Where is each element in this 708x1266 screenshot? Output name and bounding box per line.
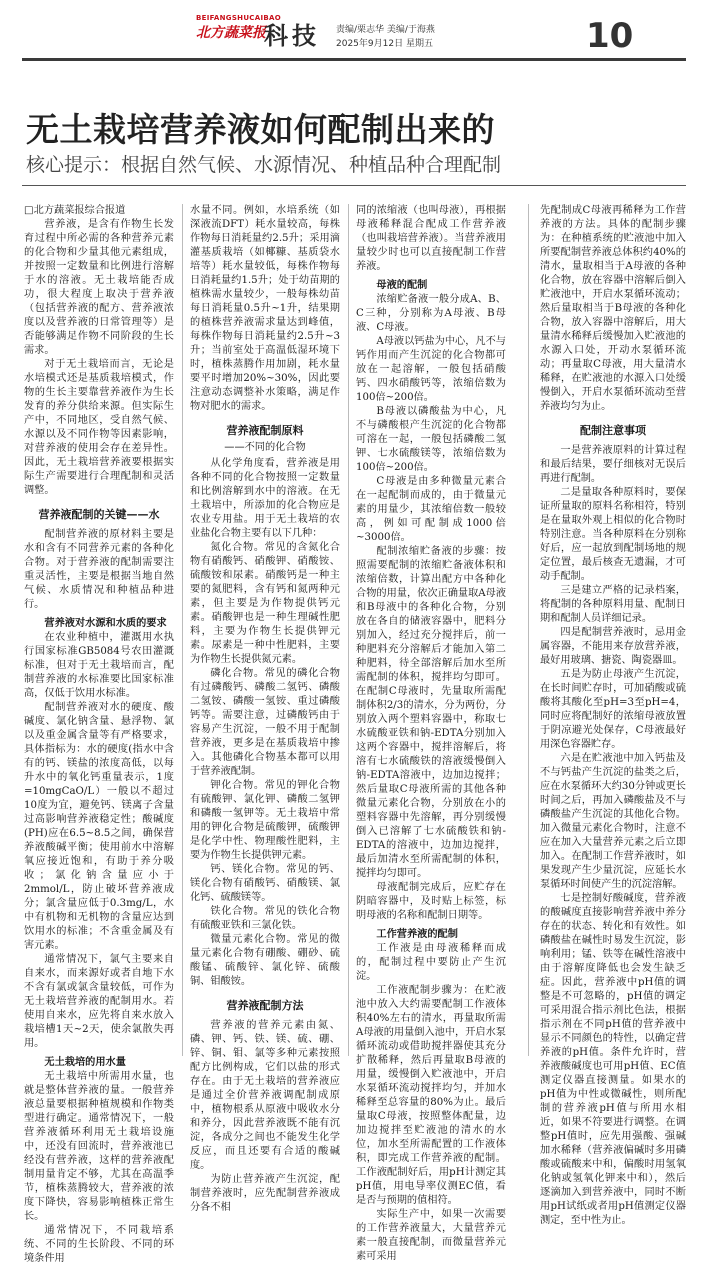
section-heading: 配制注意事项 bbox=[580, 424, 646, 437]
article-column-3 bbox=[356, 204, 506, 1262]
paragraph: 母液配制完成后，应贮存在阴暗容器中，及时贴上标签，标明母液的名称和配制日期等。 bbox=[356, 882, 506, 921]
column-divider bbox=[348, 204, 349, 1056]
byline: □北方蔬菜报综合报道 bbox=[24, 205, 126, 216]
paragraph: A母液以钙盐为中心，凡不与钙作用而产生沉淀的化合物都可放在一起溶解，一般包括硝酸钙、四水硝酸钙等，浓缩倍数为100倍~200倍。 bbox=[356, 336, 506, 403]
paragraph: 一是营养液原料的计算过程和最后结果，要仔细核对无误后再进行配制。 bbox=[540, 445, 686, 484]
paragraph: 通常情况下，氯气主要来自自来水，而来源好或者自地下水不含有氯或氯含量较低，可作为无土栽培营养液的配制用水。若使用自来水，应先将自来水放入栽培槽1天~2天，使余氯散失再用。 bbox=[24, 954, 174, 1049]
paragraph: 浓缩贮备液一般分成A、B、C三种，分别称为A母液、B母液、C母液。 bbox=[356, 294, 506, 333]
article-column-2 bbox=[190, 204, 340, 1213]
paragraph: 为防止营养液产生沉淀，配制营养液时，应先配制营养液成分各不相 bbox=[190, 1174, 340, 1213]
paragraph: 六是在贮液池中加入钙盐及不与钙盐产生沉淀的盐类之后，应在水泵循环大约30分钟或更长时间之后，再加入磷酸盐及不与磷酸盐产生沉淀的其他化合物。加入微量元素化合物时，注意不应在加入大量营养元素之后立即加入。在配制工作营养液时，如果发现产生少量沉淀，应延长水泵循环时间使产生的沉淀溶解。 bbox=[540, 753, 686, 890]
editors-credit: 责编/栗志华 美编/于海燕 bbox=[336, 25, 435, 35]
subsection-heading: 母液的配制 bbox=[376, 280, 428, 291]
section-subheading: ——不同的化合物 bbox=[224, 442, 306, 453]
subsection-heading: 无土栽培的用水量 bbox=[44, 1057, 126, 1068]
paragraph: 对于无土栽培而言，无论是水培模式还是基质栽培模式，作物的生长主要靠营养液作为生长发育的养分供给来源。但实际生产中，不同地区，受自然气候、水源以及不同作物等因素影响，对营养液的使用会存在差异性。因此，无土栽培营养液要根据实际生产需要进行合理配制和灵活调整。 bbox=[24, 359, 174, 496]
issue-date: 2025年9月12日 星期五 bbox=[336, 39, 433, 49]
article-headline: 无土栽培营养液如何配制出来的 bbox=[26, 110, 495, 149]
masthead-rule bbox=[22, 58, 686, 61]
headline-rule bbox=[22, 185, 686, 186]
paragraph: 七是控制好酸碱度，营养液的酸碱度直接影响营养液中养分存在的状态、转化和有效性。如磷酸盐在碱性时易发生沉淀，影响利用；锰、铁等在碱性溶液中由于溶解度降低也会发生缺乏症。因此，营养液中pH值的调整是不可忽略的，pH值的调定可采用混合指示剂比色法，根据指示剂在不同pH值的营养液中显示不同颜色的特性，以确定营养液的pH值。条件允许时，营养液酸碱度也可用pH值、EC值测定仪器直接测量。如果水的pH值为中性或微碱性，则所配制的营养液pH值与所用水相近，如果不符要进行调整。在调整pH值时，应先用强酸、强碱加水稀释（营养液偏碱时多用磷酸或硫酸来中和，偏酸时用氢氧化钠或氢氧化钾来中和），然后逐滴加入到营养液中，同时不断用pH试纸或者用pH值测定仪器测定，至中性为止。 bbox=[540, 893, 686, 1226]
section-heading: 营养液配制方法 bbox=[226, 999, 304, 1012]
paragraph: 通常情况下，不同栽培系统、不同的生长阶段、不同的环境条件用 bbox=[24, 1225, 174, 1264]
paper-logo: 北方蔬菜报 bbox=[196, 25, 266, 41]
paragraph: 营养液，是含有作物生长发育过程中所必需的各种营养元素的化合物和少量其他元素组成，并按照一定数量和比例进行溶解于水的溶液。无土栽培能否成功，很大程度上取决于营养液（包括营养液的配方、营养液浓度以及营养液的日常管理等）是否能够满足作物不同阶段的生长需求。 bbox=[24, 219, 174, 356]
paragraph: 无土栽培中所需用水量，也就是整体营养液的量。一般营养液总量要根据种植规模和作物类型进行确定。通常情况下，一般营养液循环利用无土栽培设施中，还没有回流时，营养液池已经没有营养液，这样的营养液配制用量肯定不够，尤其在高温季节，植株蒸腾较大，营养液的浓度下降快，容易影响植株正常生长。 bbox=[24, 1071, 174, 1222]
paragraph: 配制营养液对水的硬度、酸碱度、氯化钠含量、悬浮物、氯以及重金属含量等有严格要求，具体指标为：水的硬度(指水中含有的钙、镁盐的浓度高低，以每升水中的氧化钙重量表示，1度=10mgCaO/L）一般以不超过10度为宜，避免钙、镁离子含量过高影响营养液稳定性；酸碱度(PH)应在6.5~8.5之间，确保营养液酸碱平衡；使用前水中溶解氧应接近饱和，有助于养分吸收；氯化钠含量应小于2mmol/L，防止破坏营养液成分；氯含量应低于0.3mg/L，水中有机物和无机物的含量应达到饮用水的标准；不含重金属及有害元素。 bbox=[24, 702, 174, 951]
paragraph: C母液是由多种微量元素合在一起配制而成的，由于微量元素的用量少，其浓缩倍数一般较高，例如可配制成1000倍~3000倍。 bbox=[356, 476, 506, 543]
article-subhead: 核心提示：根据自然气候、水源情况、种植品种合理配制 bbox=[26, 154, 502, 176]
paragraph: 钙、镁化合物。常见的钙、镁化合物有硝酸钙、硝酸镁、氯化钙、硫酸镁等。 bbox=[190, 864, 340, 903]
page-number: 10 bbox=[586, 16, 634, 56]
article-column-1 bbox=[24, 204, 174, 1264]
section-heading: 营养液配制的关键——水 bbox=[38, 508, 160, 521]
paragraph: 同的浓缩液（也叫母液），再根据母液稀释混合配成工作营养液（也叫栽培营养液）。当营养液用量较少时也可以直接配制工作营养液。 bbox=[356, 205, 506, 272]
subsection-heading: 营养液对水源和水质的要求 bbox=[44, 618, 167, 629]
paragraph: 从化学角度看，营养液是用各种不同的化合物按照一定数量和比例溶解到水中的溶液。在无土栽培中，所添加的化合物应是农业专用盐。用于无土栽培的农业盐化合物主要有以下几种： bbox=[190, 458, 340, 539]
paragraph: 配制浓缩贮备液的步骤：按照需要配制的浓缩贮备液体积和浓缩倍数，计算出配方中各种化合物的用量，依次正确量取A母液和B母液中的各种化合物，分别放在各自的储液容器中，肥料分别加入，经过充分搅拌后，前一种肥料充分溶解后才能加入第二种肥料，待全部溶解后加水至所需配制的体积，搅拌均匀即可。在配制C母液时，先量取所需配制体积2/3的清水，分为两份，分别放入两个塑料容器中，称取七水硫酸亚铁和钠-EDTA分别加入这两个容器中，搅拌溶解后，将溶有七水硫酸铁的溶液缓慢倒入钠-EDTA溶液中，边加边搅拌；然后量取C母液所需的其他各种微量元素化合物，分别放在小的塑料容器中先溶解，再分别缓慢倒入已溶解了七水硫酸铁和钠-EDTA的溶液中，边加边搅拌，最后加清水至所需配制的体积，搅拌均匀即可。 bbox=[356, 546, 506, 879]
paragraph: 氮化合物。常见的含氮化合物有硝酸钙、硝酸钾、硝酸铵、硫酸铵和尿素。硝酸钙是一种主要的氮肥料，含有钙和氮两种元素，但主要是为作物提供钙元素。硝酸钾也是一种生理碱性肥料，主要为作物生长提供钾元素。尿素是一种中性肥料，主要为作物生长提供氮元素。 bbox=[190, 542, 340, 665]
paragraph: 磷化合物。常见的磷化合物有过磷酸钙、磷酸二氢钙、磷酸二氢铵、磷酸一氢铵、重过磷酸钙等。需要注意，过磷酸钙由于容易产生沉淀，一般不用于配制营养液，更多是在基质栽培中掺入。其他磷化合物基本都可以用于营养液配制。 bbox=[190, 668, 340, 777]
paragraph: 实际生产中，如果一次需要的工作营养液量大，大量营养元素一般直接配制，而微量营养元素可采用 bbox=[356, 1209, 506, 1262]
paragraph: 配制营养液的原材料主要是水和含有不同营养元素的各种化合物。对于营养液的配制需要注重灵活性，主要是根据当地自然气候、水质情况和种植品种进行。 bbox=[24, 529, 174, 610]
paragraph: 微量元素化合物。常见的微量元素化合物有硼酸、硼砂、硫酸锰、硫酸锌、氯化锌、硫酸铜、钼酸铵。 bbox=[190, 934, 340, 987]
paragraph: 铁化合物。常见的铁化合物有硫酸亚铁和三氯化铁。 bbox=[190, 906, 340, 931]
paragraph: 在农业种植中，灌溉用水执行国家标准GB5084号农田灌溉标准，但对于无土栽培而言，配制营养液的水标准要比国家标准高，仅低于饮用水标准。 bbox=[24, 632, 174, 699]
subsection-heading: 工作营养液的配制 bbox=[376, 929, 458, 940]
paragraph: 工作液配制步骤为：在贮液池中放入大约需要配制工作液体积40%左右的清水，再量取所需A母液的用量倒入池中，开启水泵循环流动或借助搅拌器使其充分扩散稀释，然后再量取B母液的用量，缓慢倒入贮液池中，开启水泵循环流动搅拌均匀，并加水稀释至总容量的80%为止。最后量取C母液，按照整体配量，边加边搅拌至贮液池的清水的水位，加水至所需配置的工作液体积，即完成工作营养液的配制。工作液配制好后，用pH计测定其pH值，用电导率仪测EC值，看是否与预期的值相符。 bbox=[356, 985, 506, 1206]
paragraph: 钾化合物。常见的钾化合物有硫酸钾、氯化钾、磷酸二氢钾和磷酸一氢钾等。无土栽培中常用的钾化合物是硫酸钾，硫酸钾是化学中性、物理酸性肥料，主要为作物生长提供钾元素。 bbox=[190, 780, 340, 861]
article-column-4 bbox=[540, 204, 686, 1226]
paragraph: 工作液是由母液稀释而成的，配制过程中要防止产生沉淀。 bbox=[356, 943, 506, 982]
paragraph: 营养液的营养元素由氮、磷、钾、钙、铁、镁、硫、硼、锌、铜、钼、氯等多种元素按照配方比例构成，它们以盐的形式存在。由于无土栽培的营养液应是通过全价营养液调配制成原中，植物根系从原液中吸收水分和养分，因此营养液既不能有沉淀，各成分之间也不能发生化学反应，而且还要有合适的酸碱度。 bbox=[190, 1020, 340, 1171]
paragraph: 四是配制营养液时，忌用金属容器，不能用来存放营养液，最好用玻璃、搪瓷、陶瓷器皿。 bbox=[540, 627, 686, 666]
paragraph: B母液以磷酸盐为中心，凡不与磷酸根产生沉淀的化合物都可溶在一起，一般包括磷酸二氢钾、七水硫酸镁等，浓缩倍数为100倍~200倍。 bbox=[356, 406, 506, 473]
paper-pinyin: BEIFANGSHUCAIBAO bbox=[196, 14, 281, 22]
column-divider bbox=[528, 204, 529, 1056]
column-divider bbox=[182, 204, 183, 1056]
paragraph: 二是量取各种原料时，要保证所量取的原料名称相符，特别是在量取外观上相似的化合物时特别注意。当各种原料在分别称好后，应一起放到配制场地的规定位置，最后核查无遗漏，才可动手配制。 bbox=[540, 487, 686, 582]
paragraph: 三是建立严格的记录档案，将配制的各种原料用量、配制日期和配制人员详细记录。 bbox=[540, 585, 686, 624]
section-heading: 营养液配制原料 bbox=[226, 424, 304, 437]
section-title: 科技 bbox=[264, 22, 320, 50]
paragraph: 水量不同。例如，水培系统（如深液流DFT）耗水量较高，每株作物每日消耗量约2.5升；采用滴灌基质栽培（如椰糠、基质袋水培等）耗水量较低，每株作物每日消耗量约1.5升；处于幼苗期的植株需水量较少，一般每株幼苗每日消耗量0.5升~1升，结果期的植株营养液需求量达到峰值，每株作物每日消耗量约2.5升~3升；当前室处于高温低湿环境下时，植株蒸腾作用加剧，耗水量要平时增加20%~30%，因此要注意动态调整补水策略，满足作物对肥水的需求。 bbox=[190, 205, 340, 412]
paragraph: 五是为防止母液产生沉淀，在长时间贮存时，可加硝酸或硫酸将其酸化至pH=3至pH=4，同时应将配制好的浓缩母液放置于阴凉避光处保存，C母液最好用深色容器贮存。 bbox=[540, 669, 686, 750]
paragraph: 先配制成C母液再稀释为工作营养液的方法。具体的配制步骤为：在种植系统的贮液池中加入所要配制营养液总体积约40%的清水，量取相当于A母液的各种化合物，放在容器中溶解后倒入贮液池中，开启水泵循环流动；然后量取相当于B母液的各种化合物，放入容器中溶解后，用大量清水稀释后缓慢加入贮液池的水源入口处，开动水泵循环流动；再量取C母液，用大量清水稀释，在贮液池的水源入口处缓慢倒入，开启水泵循环流动至营养液均匀为止。 bbox=[540, 205, 686, 412]
